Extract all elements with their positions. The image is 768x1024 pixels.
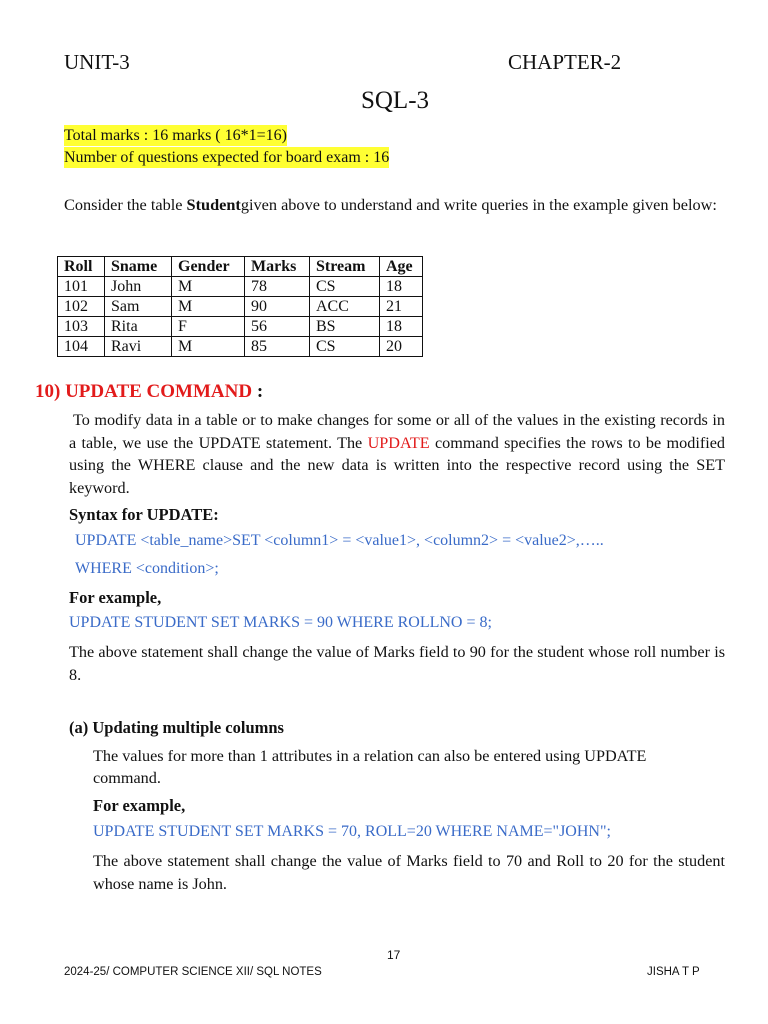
student-table [57, 256, 423, 357]
intro-text-before: Consider the table [64, 195, 187, 214]
subsection-heading: (a) Updating multiple columns [69, 718, 284, 737]
header-cell-age: Age [380, 257, 423, 277]
section-heading [35, 381, 263, 403]
table-cell: 20 [380, 337, 423, 357]
header-cell-stream: Stream [310, 257, 380, 277]
table-cell: M [172, 297, 245, 317]
header-cell-marks: Marks [245, 257, 310, 277]
example-explanation: The above statement shall change the value of Marks field to 90 for the student whose roll number is 8. [69, 643, 725, 684]
table-cell: ACC [310, 297, 380, 317]
subsection-description: The values for more than 1 attributes in a relation can also be entered using UPDATE command. [93, 747, 647, 787]
table-cell: Sam [105, 297, 172, 317]
table-cell: 18 [380, 317, 423, 337]
table-cell: 90 [245, 297, 310, 317]
table-cell: CS [310, 337, 380, 357]
example-heading: For example, [69, 588, 162, 607]
header-cell-sname: Sname [105, 257, 172, 277]
table-header-row [58, 257, 423, 277]
subsection-example-code: UPDATE STUDENT SET MARKS = 70, ROLL=20 WHERE NAME="JOHN"; [93, 823, 611, 840]
table-cell: M [172, 277, 245, 297]
header-cell-gender: Gender [172, 257, 245, 277]
table-row [58, 277, 423, 297]
footer-author: JISHA T P [647, 966, 700, 978]
syntax-heading: Syntax for UPDATE: [69, 505, 219, 524]
section-colon: : [256, 381, 264, 402]
table-cell: Ravi [105, 337, 172, 357]
syntax-line-1: UPDATE <table_name>SET <column1> = <value1>, <column2> = <value2>,….. [75, 532, 604, 549]
footer-left: 2024-25/ COMPUTER SCIENCE XII/ SQL NOTES [64, 966, 322, 978]
table-row [58, 337, 423, 357]
table-cell: 102 [58, 297, 105, 317]
total-marks-highlight: Total marks : 16 marks ( 16*1=16) [64, 127, 287, 144]
syntax-line-2: WHERE <condition>; [75, 560, 219, 577]
intro-text-after: given above to understand and write queries in the example given below: [240, 195, 717, 214]
table-cell: CS [310, 277, 380, 297]
page-title: SQL-3 [360, 87, 430, 114]
table-cell: F [172, 317, 245, 337]
update-description [69, 409, 725, 499]
table-cell: BS [310, 317, 380, 337]
unit-label: UNIT-3 [64, 50, 130, 74]
intro-paragraph [64, 194, 725, 215]
intro-table-name: Student [186, 195, 241, 214]
table-cell: Rita [105, 317, 172, 337]
update-keyword: UPDATE [367, 433, 430, 452]
table-cell: 78 [245, 277, 310, 297]
subsection-example-heading: For example, [93, 796, 186, 815]
table-cell: 101 [58, 277, 105, 297]
update-description-b: command specifies the rows to be modified using the WHERE clause and the new data is written into the respective record using the SET keyword. [69, 433, 725, 497]
table-cell: 85 [245, 337, 310, 357]
table-cell: M [172, 337, 245, 357]
section-number: 10) [35, 381, 61, 402]
chapter-label: CHAPTER-2 [508, 50, 622, 74]
subsection-example-explanation: The above statement shall change the value of Marks field to 70 and Roll to 20 for the student whose name is John. [93, 852, 725, 893]
table-row [58, 317, 423, 337]
page-number: 17 [387, 948, 401, 962]
table-cell: 103 [58, 317, 105, 337]
table-cell: 56 [245, 317, 310, 337]
header-cell-roll: Roll [58, 257, 105, 277]
table-cell: 104 [58, 337, 105, 357]
table-row [58, 297, 423, 317]
table-cell: John [105, 277, 172, 297]
table-cell: 21 [380, 297, 423, 317]
questions-highlight: Number of questions expected for board exam : 16 [64, 149, 390, 166]
example-code: UPDATE STUDENT SET MARKS = 90 WHERE ROLLNO = 8; [69, 614, 492, 631]
section-title: UPDATE COMMAND [65, 381, 253, 402]
table-cell: 18 [380, 277, 423, 297]
update-description-a: To modify data in a table or to make changes for some or all of the values in the existing records in a table, we use the UPDATE statement. The [69, 411, 725, 452]
